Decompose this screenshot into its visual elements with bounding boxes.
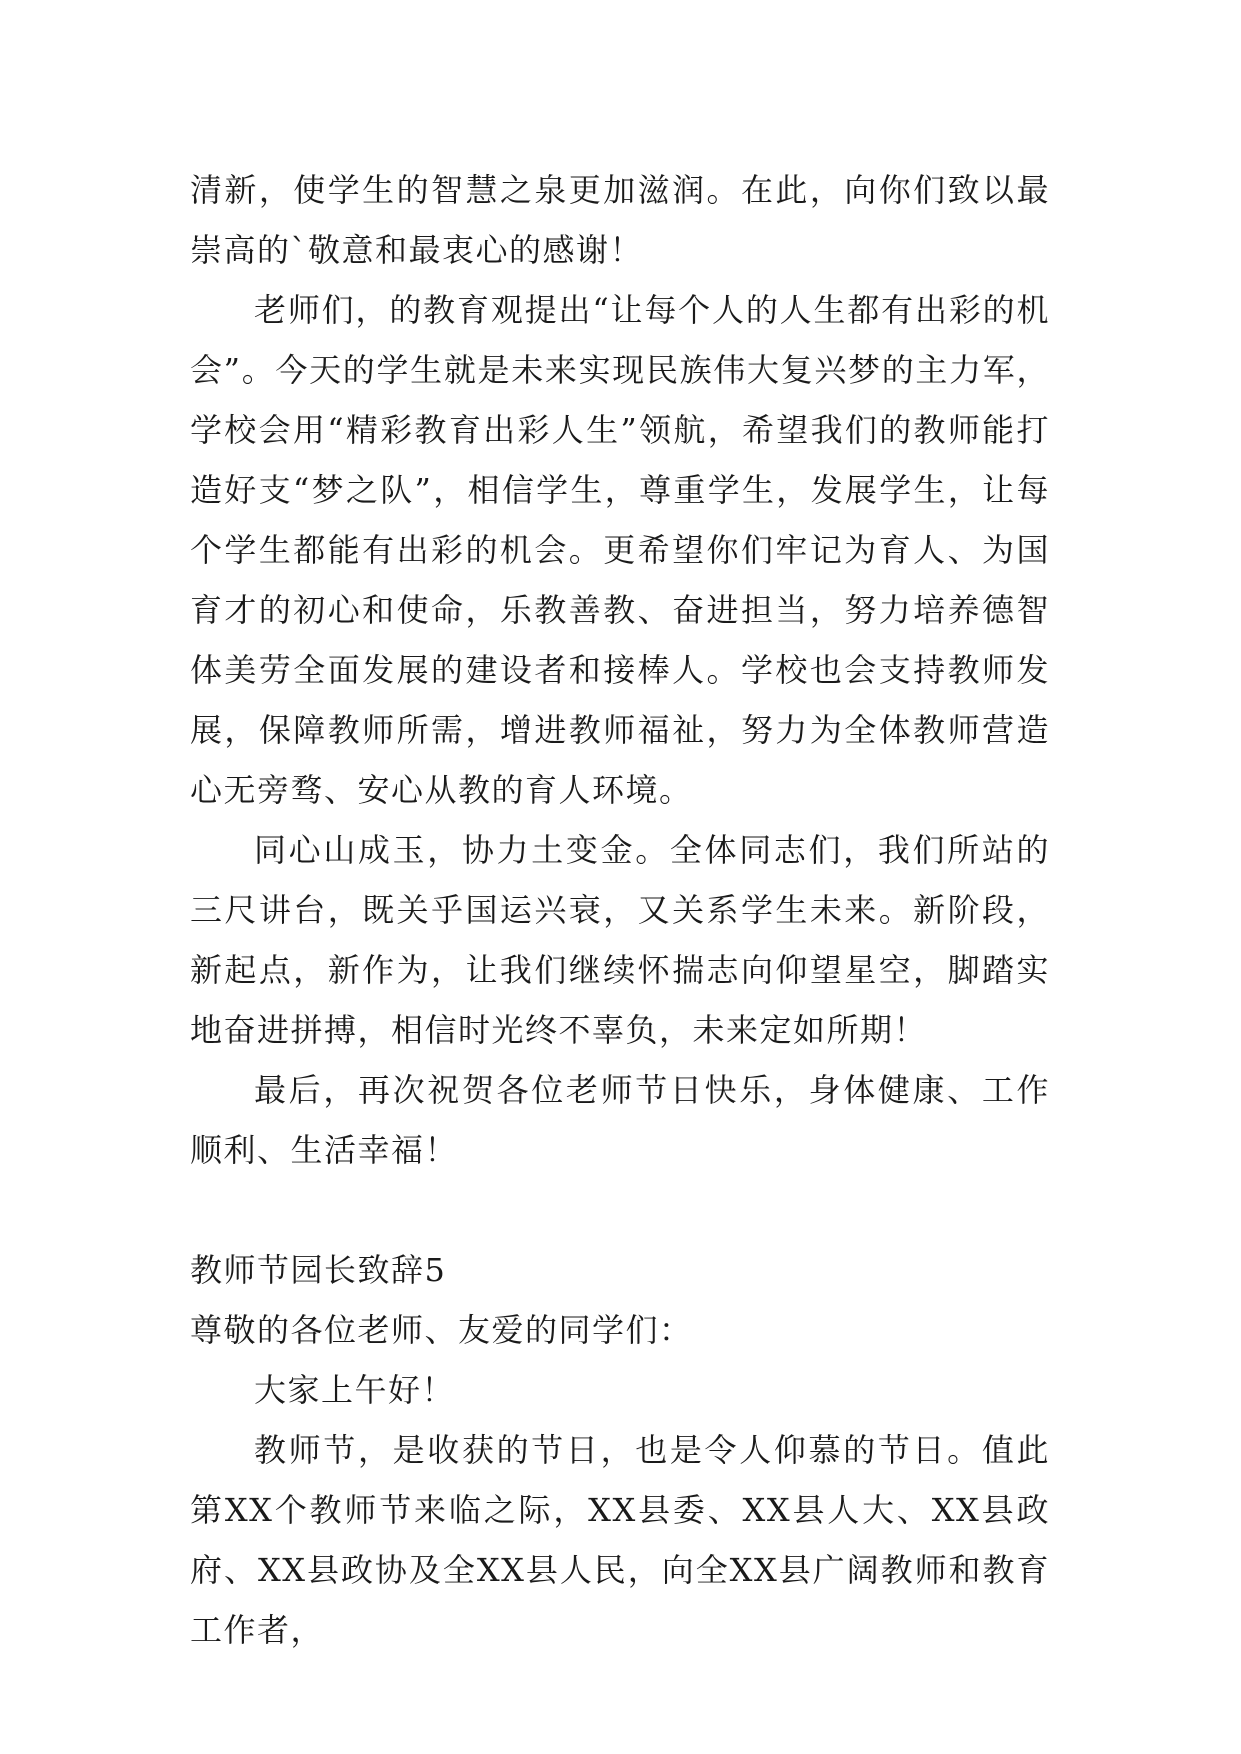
section-gap [190,1180,1050,1240]
paragraph-teachers-day: 教师节，是收获的节日，也是令人仰慕的节日。值此第XX个教师节来临之际，XX县委、XX县人大、XX县政府、XX县政协及全XX县人民，向全XX县广阔教师和教育工作者， [190,1431,1050,1649]
salutation: 尊敬的各位老师、友爱的同学们： [190,1311,693,1349]
paragraph-education-vision: 老师们，的教育观提出“让每个人的人生都有出彩的机会”。今天的学生就是未来实现民族伟大复兴梦的主力军，学校会用“精彩教育出彩人生”领航，希望我们的教师能打造好支“梦之队”，相信学生，尊重学生，发展学生，让每个学生都能有出彩的机会。更希望你们牢记为育人、为国育才的初心和使命，乐教善教、奋进担当，努力培养德智体美劳全面发展的建设者和接棒人。学校也会支持教师发展，保障教师所需，增进教师福祉，努力为全体教师营造心无旁骛、安心从教的育人环境。 [190,291,1050,809]
document-body [190,160,1050,1660]
paragraph-continuation: 清新，使学生的智慧之泉更加滋润。在此，向你们致以最崇高的`敬意和最衷心的感谢！ [190,171,1050,269]
section-title: 教师节园长致辞5 [190,1251,447,1289]
paragraph-closing-wishes: 最后，再次祝贺各位老师节日快乐，身体健康、工作顺利、生活幸福！ [190,1071,1050,1169]
greeting: 大家上午好！ [254,1371,456,1409]
paragraph-unity: 同心山成玉，协力土变金。全体同志们，我们所站的三尺讲台，既关乎国运兴衰，又关系学生未来。新阶段，新起点，新作为，让我们继续怀揣志向仰望星空，脚踏实地奋进拼搏，相信时光终不辜负，未来定如所期！ [190,831,1050,1049]
